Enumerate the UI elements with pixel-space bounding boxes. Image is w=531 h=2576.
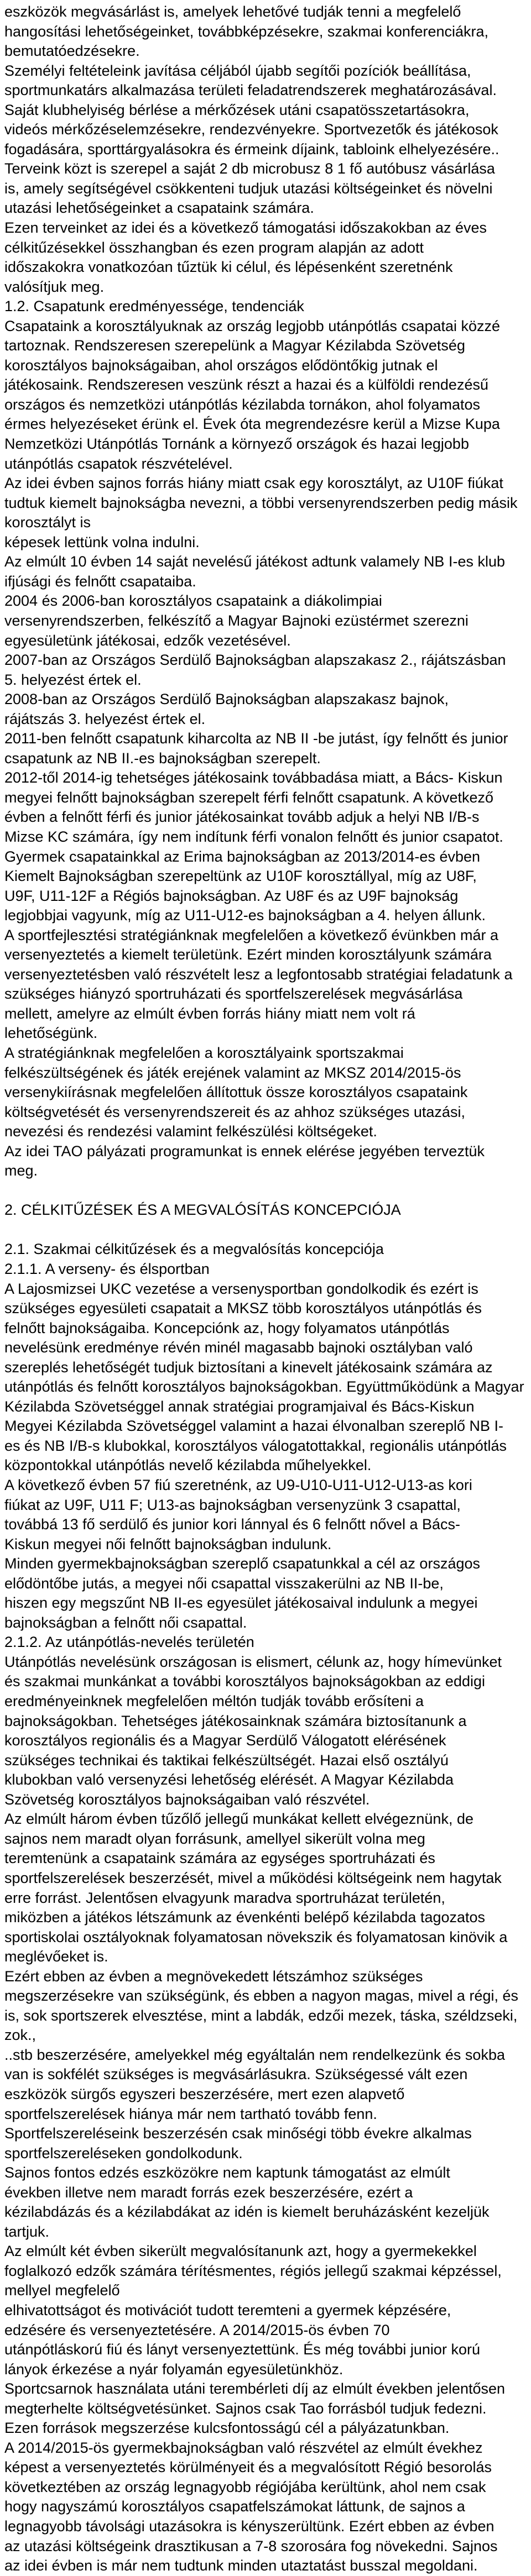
paragraph: Az idei évben sajnos forrás hiány miatt csak egy korosztályt, az U10F fiúkat tudtuk kiemelt bajnokságba nevezni, a többi versenyrendszerben pedig másik korosztályt is képesek lettünk volna indulni. xyxy=(4,475,518,550)
paragraph: 2012-től 2014-ig tehetséges játékosaink továbbadása miatt, a Bács- Kiskun megyei felnőtt bajnokságban szerepelt férfi felnőtt csapatunk. A következő évben a felnőtt férfi és junior játékosainkat tovább adjuk a helyi NB I/B-s Mizse KC számára, így nem indítunk férfi vonalon felnőtt és junior csapatot. xyxy=(4,769,503,845)
paragraph: 2011-ben felnőtt csapatunk kiharcolta az NB II -be jutást, így felnőtt és junior csapatunk az NB II.-es bajnokságban szerepelt. xyxy=(4,730,508,767)
paragraph: A 2014/2015-ös gyermekbajnokságban való részvétel az elmúlt évekhez képest a versenyeztetés körülményeit és a megvalósított Régió besorolás következtében az ország legnagyobb régiójába kerültünk, ahol nem csak hogy nagyszámú korosztályos csapatfelszámokat láttunk, de sajnos a legnagyobb távolsági utazásokra is kényszerültünk. Ezért ebben az évben az utazási költségeink drasztikusan a 7-8 szorosára fog növekedni. Sajnos az idei évben is már nem tudtunk minden utaztatást busszal megoldani. xyxy=(4,2439,498,2574)
paragraph: Az elmúlt két évben sikerült megvalósítanunk azt, hogy a gyermekekkel foglalkozó edzők számára térítésmentes, régiós jellegű szakmai képzéssel, mellyel megfelelő elhivatottságot és motivációt tudott teremteni a gyermek képzésére, edzésére és versenyeztetésére. A 2014/2015-ös évben 70 utánpótláskorú fiú és lányt versenyeztettünk. És még további junior korú lányok érkezése a nyár folyamán egyesületünkhöz. xyxy=(4,2243,502,2378)
paragraph: 1.2. Csapatunk eredményessége, tendenciák xyxy=(4,298,304,315)
paragraph: Az elmúlt három évben tűzőlő jellegű munkákat kellett elvégeznünk, de sajnos nem maradt olyan forrásunk, amellyel sikerült volna meg teremtenünk a csapataink számára az egységes sportruházati és sportfelszerelések beszerzését, mivel a működési költségeink nem hagytak erre forrást. Jelentősen elvagyunk maradva sportruházat területén, miközben a játékos létszámunk az évenkénti belépő kézilabda tagozatos sportiskolai osztályoknak folyamatosan növekszik és folyamatosan kinövik a meglévőeket is. xyxy=(4,1811,508,1965)
paragraph: A stratégiánknak megfelelően a korosztályaink sportszakmai felkészültségének és játék erejének valamint az MKSZ 2014/2015-ös versenykiírásnak megfelelően állítottuk össze korosztályos csapataink költségvetését és versenyrendszereit és az ahhoz szükséges utazási, nevezési és rendezési valamint felkészülési költségeket. xyxy=(4,1044,468,1140)
paragraph: Minden gyermekbajnokságban szereplő csapatunkkal a cél az országos elődöntőbe jutás, a megyei női csapattal visszakerülni az NB II-be, hiszen egy megszűnt NB II-es egyesület játékosaival indulunk a megyei bajnokságban a felnőtt női csapattal. xyxy=(4,1555,480,1631)
paragraph: 2004 és 2006-ban korosztályos csapataink a diákolimpiai versenyrendszerben, felkészítő a Magyar Bajnoki ezüstérmet szerezni egyesületünk játékosai, edzők vezetésével. xyxy=(4,592,468,649)
paragraph: Sajnos fontos edzés eszközökre nem kaptunk támogatást az elmúlt években illetve nem maradt forrás ezek beszerzésére, ezért a kézilabdázás és a kézilabdákat az idén is kiemelt beruházásként kezeljük tartjuk. xyxy=(4,2164,490,2240)
paragraph: Sportfelszereléseink beszerzésén csak minőségi több évekre alkalmas sportfelszereléseken gondolkodunk. xyxy=(4,2125,472,2161)
paragraph: A sportfejlesztési stratégiánknak megfelelően a következő évünkben már a versenyeztetés a kiemelt területünk. Ezért minden korosztályunk számára versenyeztetésben való részvételt lesz a legfontosabb stratégiai feladatunk a szükséges hiányzó sportruházati és sportfelszerelések megvásárlása mellett, amelyre az elmúlt évben forrás hiány miatt nem volt rá lehetőségünk. xyxy=(4,926,513,1042)
paragraph: Személyi feltételeink javítása céljából újabb segítői pozíciók beállítása, sportmunkatárs alkalmazása területi feladatrendszerek meghatározásával. Saját klubhelyiség bérlése a mérkőzések utáni csapatösszetartásokra, videós mérkőzéselemzésekre, rendezvényekre. Sportvezetők és játékosok fogadására, sporttárgyalásokra és érmeink díjaink, tabloink elhelyezésére.. xyxy=(4,62,499,158)
paragraph: Az idei TAO pályázati programunkat is ennek elérése jegyében terveztük meg. xyxy=(4,1142,485,1179)
paragraph: 2.1. Szakmai célkitűzések és a megvalósítás koncepciója xyxy=(4,1241,384,1258)
blank-line xyxy=(4,1220,525,1240)
paragraph: Terveink közt is szerepel a saját 2 db microbusz 8 1 fő autóbusz vásárlása is, amely segítségével csökkenteni tudjuk utazási költségeinket és növelni utazási lehetőségeinket a csapataink számára. xyxy=(4,160,495,217)
paragraph: 2008-ban az Országos Serdülő Bajnokságban alapszakasz bajnok, rájátszás 3. helyezést értek el. xyxy=(4,691,449,727)
paragraph: 2.1.2. Az utánpótlás-nevelés területén xyxy=(4,1634,254,1651)
paragraph: 2007-ban az Országos Serdülő Bajnokságban alapszakasz 2., rájátszásban 5. helyezést értek el. xyxy=(4,652,506,688)
paragraph: Utánpótlás nevelésünk országosan is elismert, célunk az, hogy hímevünket és szakmai munkánkat a további korosztályos bajnokságokban az eddigi eredményeinknek megfelelően méltón tudják tovább erősíteni a bajnokságokban. Tehetséges játékosainknak számára biztosítanunk a korosztályos regionális és a Magyar Serdülő Válogatott elérésének szükséges technikai és taktikai felkészültségét. Hazai első osztályú klubokban való versenyzési lehetőség elérését. A Magyar Kézilabda Szövetség korosztályos bajnokságaiban való részvétel. xyxy=(4,1653,502,1808)
paragraph: A következő évben 57 fiú szeretnénk, az U9-U10-U11-U12-U13-as kori fiúkat az U9F, U11 F; U13-as bajnokságban versenyzünk 3 csapattal, továbbá 13 fő serdülő és junior kori lánnyal és 6 felnőtt nővel a Bács- Kiskun megyei női felnőtt bajnokságban indulunk. xyxy=(4,1477,472,1552)
paragraph: 2.1.1. A verseny- és élsportban xyxy=(4,1261,210,1277)
paragraph: Ezen terveinket az idei és a következő támogatási időszakokban az éves célkitűzésekkel összhangban és ezen program alapján az adott időszakokra vonatkozóan tűztük ki célul, és lépésenként szeretnénk valósítjuk meg. xyxy=(4,219,487,295)
paragraph: Gyermek csapatainkkal az Erima bajnokságban az 2013/2014-es évben Kiemelt Bajnokságban szerepeltünk az U10F korosztállyal, míg az U8F, U9F, U11-12F a Régiós bajnokságban. Az U8F és az U9F bajnokság legjobbjai vagyunk, míg az U11-U12-es bajnokságban a 4. helyen állunk. xyxy=(4,848,486,924)
paragraph: Sportcsarnok használata utáni terembérleti díj az elmúlt években jelentősen megterhelte költségvetésünket. Sajnos csak Tao forrásból tudjuk fedezni. xyxy=(4,2380,506,2417)
paragraph: Ezért ebben az évben a megnövekedett létszámhoz szükséges megszerzésekre van szükségünk, és ebben a nagyon magas, mivel a régi, és is, sok sportszerek elvesztése, mint a labdák, edzői mezek, táska, széldzseki, zok., ..stb beszerzésére, amelyekkel még egyáltalán nem rendelkezünk és sokba van is sokfélét szükséges is megvásárlásukra. Szükségessé vált ezen eszközök sürgős egyszeri beszerzésére, mert ezen alapvető sportfelszerelések hiánya már nem tartható tovább fenn. xyxy=(4,1968,518,2122)
paragraph: A Lajosmizsei UKC vezetése a versenysportban gondolkodik és ezért is szükséges egyesületi csapatait a MKSZ több korosztályos utánpótlás és felnőtt bajnokságaiba. Koncepciónk az, hogy folyamatos utánpótlás nevelésünk eredménye révén minél magasabb bajnoki osztályban való szereplés lehetőségét tudjuk biztosítani a kinevelt játékosaink számára az utánpótlás és felnőtt korosztályos bajnokságokban. Együttműködünk a Magyar Kézilabda Szövetséggel annak stratégiai programjaival és Bács-Kiskun Megyei Kézilabda Szövetséggel valamint a hazai élvonalban szereplő NB I- es és NB I/B-s klubokkal, korosztályos válogatottakkal, regionális utánpótlás központokkal utánpótlás nevelő kézilabda műhelyekkel. xyxy=(4,1280,524,1474)
blank-line xyxy=(4,1181,525,1201)
paragraph: Csapataink a korosztályuknak az ország legjobb utánpótlás csapatai közzé tartoznak. Rendszeresen szerepelünk a Magyar Kézilabda Szövetség korosztályos bajnokságaiban, ahol országos elődöntőkig jutnak el játékosaink. Rendszeresen veszünk részt a hazai és a külföldi rendezésű országos és nemzetközi utánpótlás kézilabda tornákon, ahol folyamatos érmes helyezéseket érünk el. Évek óta megrendezésre kerül a Mizse Kupa Nemzetközi Utánpótlás Tornánk a környező országok és hazai legjobb utánpótlás csapatok részvételével. xyxy=(4,317,501,472)
paragraph: eszközök megvásárlást is, amelyek lehetővé tudják tenni a megfelelő hangosítási lehetőségeinket, továbbképzésekre, szakmai konferenciákra, bemutatóedzésekre. xyxy=(4,3,489,60)
paragraph: 2. CÉLKITŰZÉSEK ÉS A MEGVALÓSÍTÁS KONCEPCIÓJA xyxy=(4,1202,401,1219)
paragraph: Ezen források megszerzése kulcsfontosságú cél a pályázatunkban. xyxy=(4,2420,450,2437)
paragraph: Az elmúlt 10 évben 14 saját nevelésű játékost adtunk valamely NB I-es klub ifjúsági és felnőtt csapataiba. xyxy=(4,553,505,590)
